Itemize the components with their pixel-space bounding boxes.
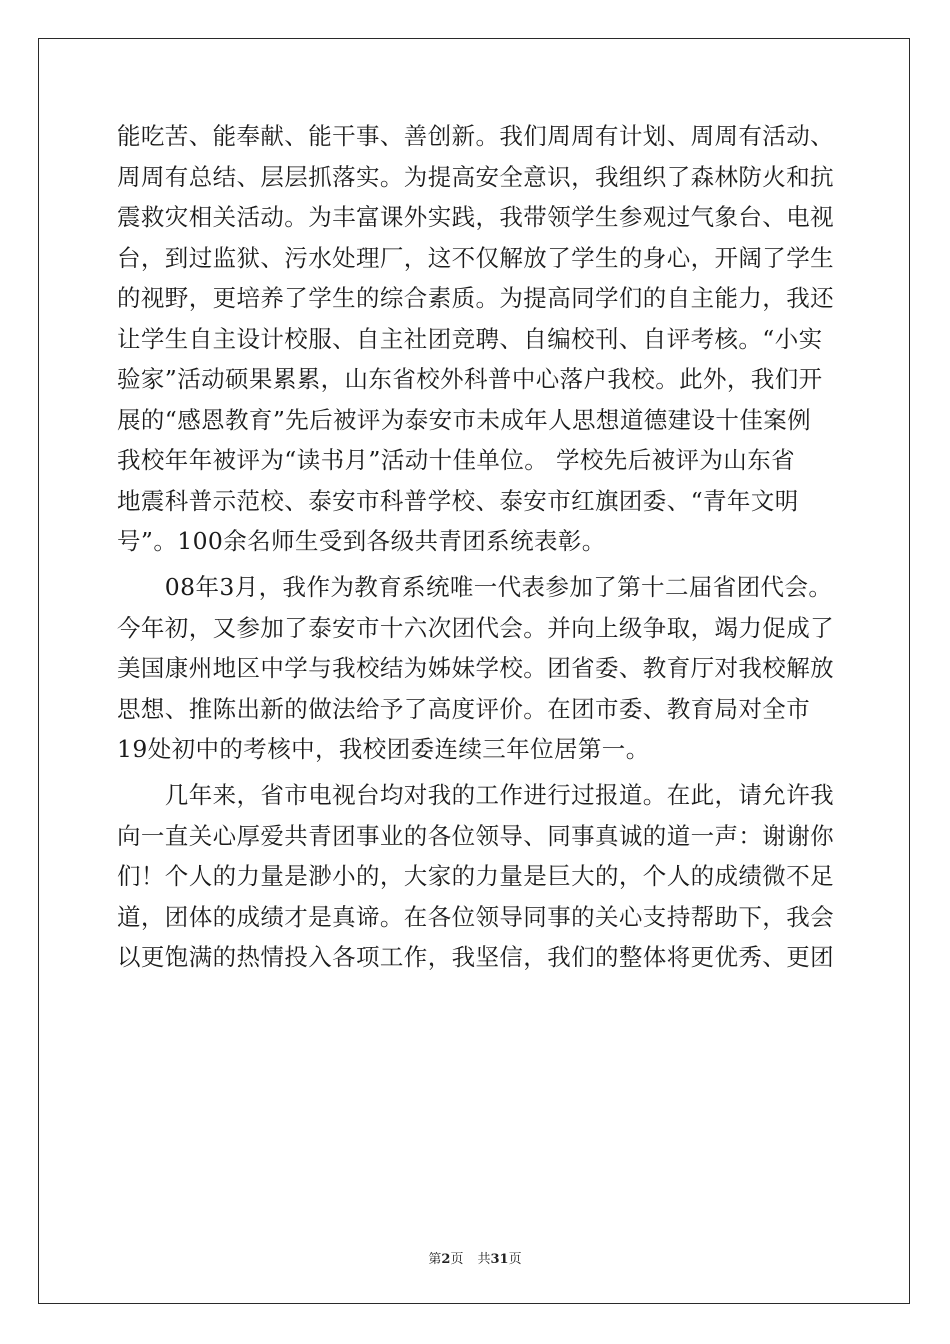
- paragraph: [117, 116, 833, 562]
- text-line: 以更饱满的热情投入各项工作，我坚信，我们的整体将更优秀、更团: [117, 943, 834, 971]
- total-pages: 31: [490, 1252, 509, 1267]
- text-line: 的视野，更培养了学生的综合素质。为提高同学们的自主能力，我还: [117, 284, 834, 312]
- text-line: 08年3月，我作为教育系统唯一代表参加了第十二届省团代会。: [117, 573, 833, 601]
- text-line: 19处初中的考核中，我校团委连续三年位居第一。: [117, 735, 650, 763]
- text-line: 周周有总结、层层抓落实。为提高安全意识，我组织了森林防火和抗: [117, 162, 834, 191]
- text-line: 号”。100余名师生受到各级共青团系统表彰。: [117, 527, 606, 555]
- text-line: 几年来，省市电视台均对我的工作进行过报道。在此，请允许我: [117, 781, 834, 809]
- text-line: 我校年年被评为“读书月”活动十佳单位。 学校先后被评为山东省: [117, 446, 795, 474]
- text-line: 台，到过监狱、污水处理厂，这不仅解放了学生的身心，开阔了学生: [117, 243, 834, 272]
- text-line: 美国康州地区中学与我校结为姊妹学校。团省委、教育厅对我校解放: [117, 654, 834, 682]
- paragraph: [117, 775, 833, 978]
- text-line: 们！个人的力量是渺小的，大家的力量是巨大的，个人的成绩微不足: [117, 862, 834, 890]
- page-number: 2: [441, 1252, 451, 1267]
- total-suffix: 页: [508, 1252, 522, 1267]
- total-prefix: 共: [477, 1252, 491, 1267]
- text-line: 能吃苦、能奉献、能干事、善创新。我们周周有计划、周周有活动、: [117, 122, 834, 150]
- text-line: 让学生自主设计校服、自主社团竞聘、自编校刊、自评考核。“小实: [117, 324, 823, 353]
- page-prefix: 第: [428, 1252, 442, 1267]
- text-line: 今年初，又参加了泰安市十六次团代会。并向上级争取，竭力促成了: [117, 613, 834, 642]
- text-line: 道，团体的成绩才是真谛。在各位领导同事的关心支持帮助下，我会: [117, 902, 834, 931]
- page-footer: [0, 1248, 950, 1267]
- document-body: [117, 116, 833, 978]
- text-line: 思想、推陈出新的做法给予了高度评价。在团市委、教育局对全市: [117, 694, 811, 723]
- page-suffix: 页: [450, 1252, 464, 1267]
- text-line: 向一直关心厚爱共青团事业的各位领导、同事真诚的道一声：谢谢你: [117, 821, 834, 850]
- paragraph: [117, 567, 833, 770]
- text-line: 地震科普示范校、泰安市科普学校、泰安市红旗团委、“青年文明: [117, 486, 799, 515]
- text-line: 震救灾相关活动。为丰富课外实践，我带领学生参观过气象台、电视: [117, 203, 834, 231]
- text-line: 展的“感恩教育”先后被评为泰安市未成年人思想道德建设十佳案例: [117, 405, 812, 434]
- text-line: 验家”活动硕果累累，山东省校外科普中心落户我校。此外，我们开: [117, 365, 823, 393]
